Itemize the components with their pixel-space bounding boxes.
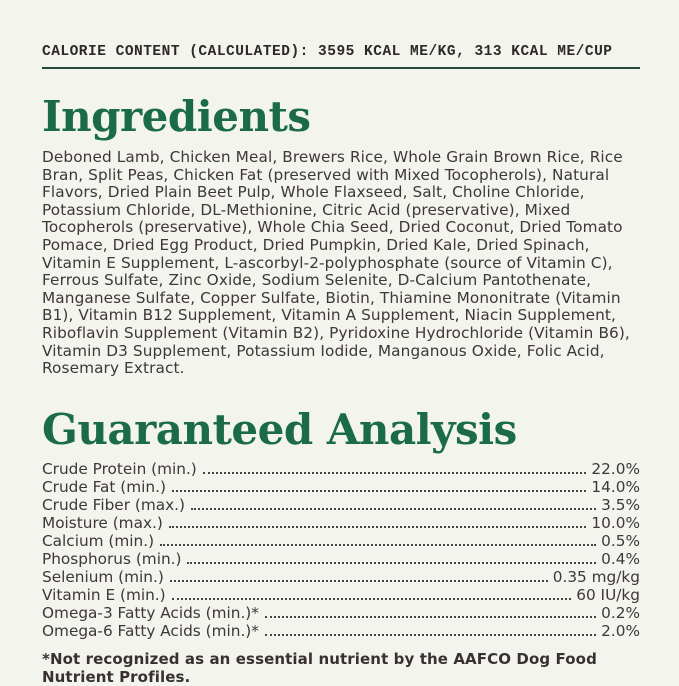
analysis-nutrient-value: 0.4% [601, 549, 640, 568]
guaranteed-analysis-heading: Guaranteed Analysis [42, 404, 517, 454]
analysis-row [42, 604, 640, 622]
analysis-nutrient-value: 0.5% [601, 531, 640, 550]
analysis-nutrient-value: 0.2% [601, 603, 640, 622]
ingredients-list-text: Deboned Lamb, Chicken Meal, Brewers Rice, Whole Grain Brown Rice, Rice Bran, Split Peas, Chicken Fat (preserved with Mixed Tocopherols), Natural Flavors, Dried Plain Beet Pulp, Whole Flaxseed, Salt, Choline Chloride, Potassium Chloride, DL-Methionine, Citric Acid (preservative), Mixed Tocopherols (preservative), Whole Chia Seed, Dried Coconut, Dried Tomato Pomace, Dried Egg Product, Dried Pumpkin, Dried Kale, Dried Spinach, Vitamin E Supplement, L-ascorbyl-2-polyphosphate (source of Vitamin C), Ferrous Sulfate, Zinc Oxide, Sodium Selenite, D-Calcium Pantothenate, Manganese Sulfate, Copper Sulfate, Biotin, Thiamine Mononitrate (Vitamin B1), Vitamin B12 Supplement, Vitamin A Supplement, Niacin Supplement, Riboflavin Supplement (Vitamin B2), Pyridoxine Hydrochloride (Vitamin B6), Vitamin D3 Supplement, Potassium Iodide, Manganous Oxide, Folic Acid, Rosemary Extract. [42, 148, 630, 378]
analysis-nutrient-label: Phosphorus (min.) [42, 549, 182, 568]
analysis-row [42, 568, 640, 586]
analysis-nutrient-label: Moisture (max.) [42, 513, 163, 532]
analysis-row [42, 586, 640, 604]
analysis-row [42, 514, 640, 532]
analysis-nutrient-label: Crude Fat (min.) [42, 477, 166, 496]
analysis-nutrient-label: Calcium (min.) [42, 531, 155, 550]
analysis-nutrient-value: 3.5% [601, 495, 640, 514]
calorie-content-banner: CALORIE CONTENT (CALCULATED): 3595 KCAL ME/KG, 313 KCAL ME/CUP [42, 44, 640, 69]
dot-leader [170, 580, 548, 582]
analysis-nutrient-label: Crude Protein (min.) [42, 459, 197, 478]
dot-leader [160, 544, 596, 546]
analysis-nutrient-label: Vitamin E (min.) [42, 585, 166, 604]
analysis-row [42, 496, 640, 514]
analysis-nutrient-label: Omega-3 Fatty Acids (min.)* [42, 603, 259, 622]
analysis-nutrient-value: 22.0% [591, 459, 640, 478]
aafco-footnote: *Not recognized as an essential nutrient by the AAFCO Dog Food Nutrient Profiles. [42, 649, 597, 686]
analysis-row [42, 532, 640, 550]
dot-leader [203, 472, 587, 474]
dot-leader [191, 508, 596, 510]
analysis-nutrient-value: 10.0% [591, 513, 640, 532]
analysis-row [42, 550, 640, 568]
analysis-row [42, 478, 640, 496]
dot-leader [265, 634, 596, 636]
dot-leader [172, 490, 586, 492]
dot-leader [265, 616, 596, 618]
guaranteed-analysis-table [42, 460, 640, 640]
ingredients-heading: Ingredients [42, 92, 311, 141]
analysis-nutrient-value: 14.0% [591, 477, 640, 496]
analysis-row [42, 460, 640, 478]
analysis-row [42, 622, 640, 640]
dot-leader [187, 562, 596, 564]
analysis-nutrient-value: 60 IU/kg [576, 585, 640, 604]
dot-leader [172, 598, 572, 600]
dot-leader [169, 526, 587, 528]
analysis-nutrient-label: Crude Fiber (max.) [42, 495, 185, 514]
analysis-nutrient-label: Omega-6 Fatty Acids (min.)* [42, 621, 259, 640]
analysis-nutrient-value: 2.0% [601, 621, 640, 640]
analysis-nutrient-value: 0.35 mg/kg [552, 567, 640, 586]
analysis-nutrient-label: Selenium (min.) [42, 567, 164, 586]
